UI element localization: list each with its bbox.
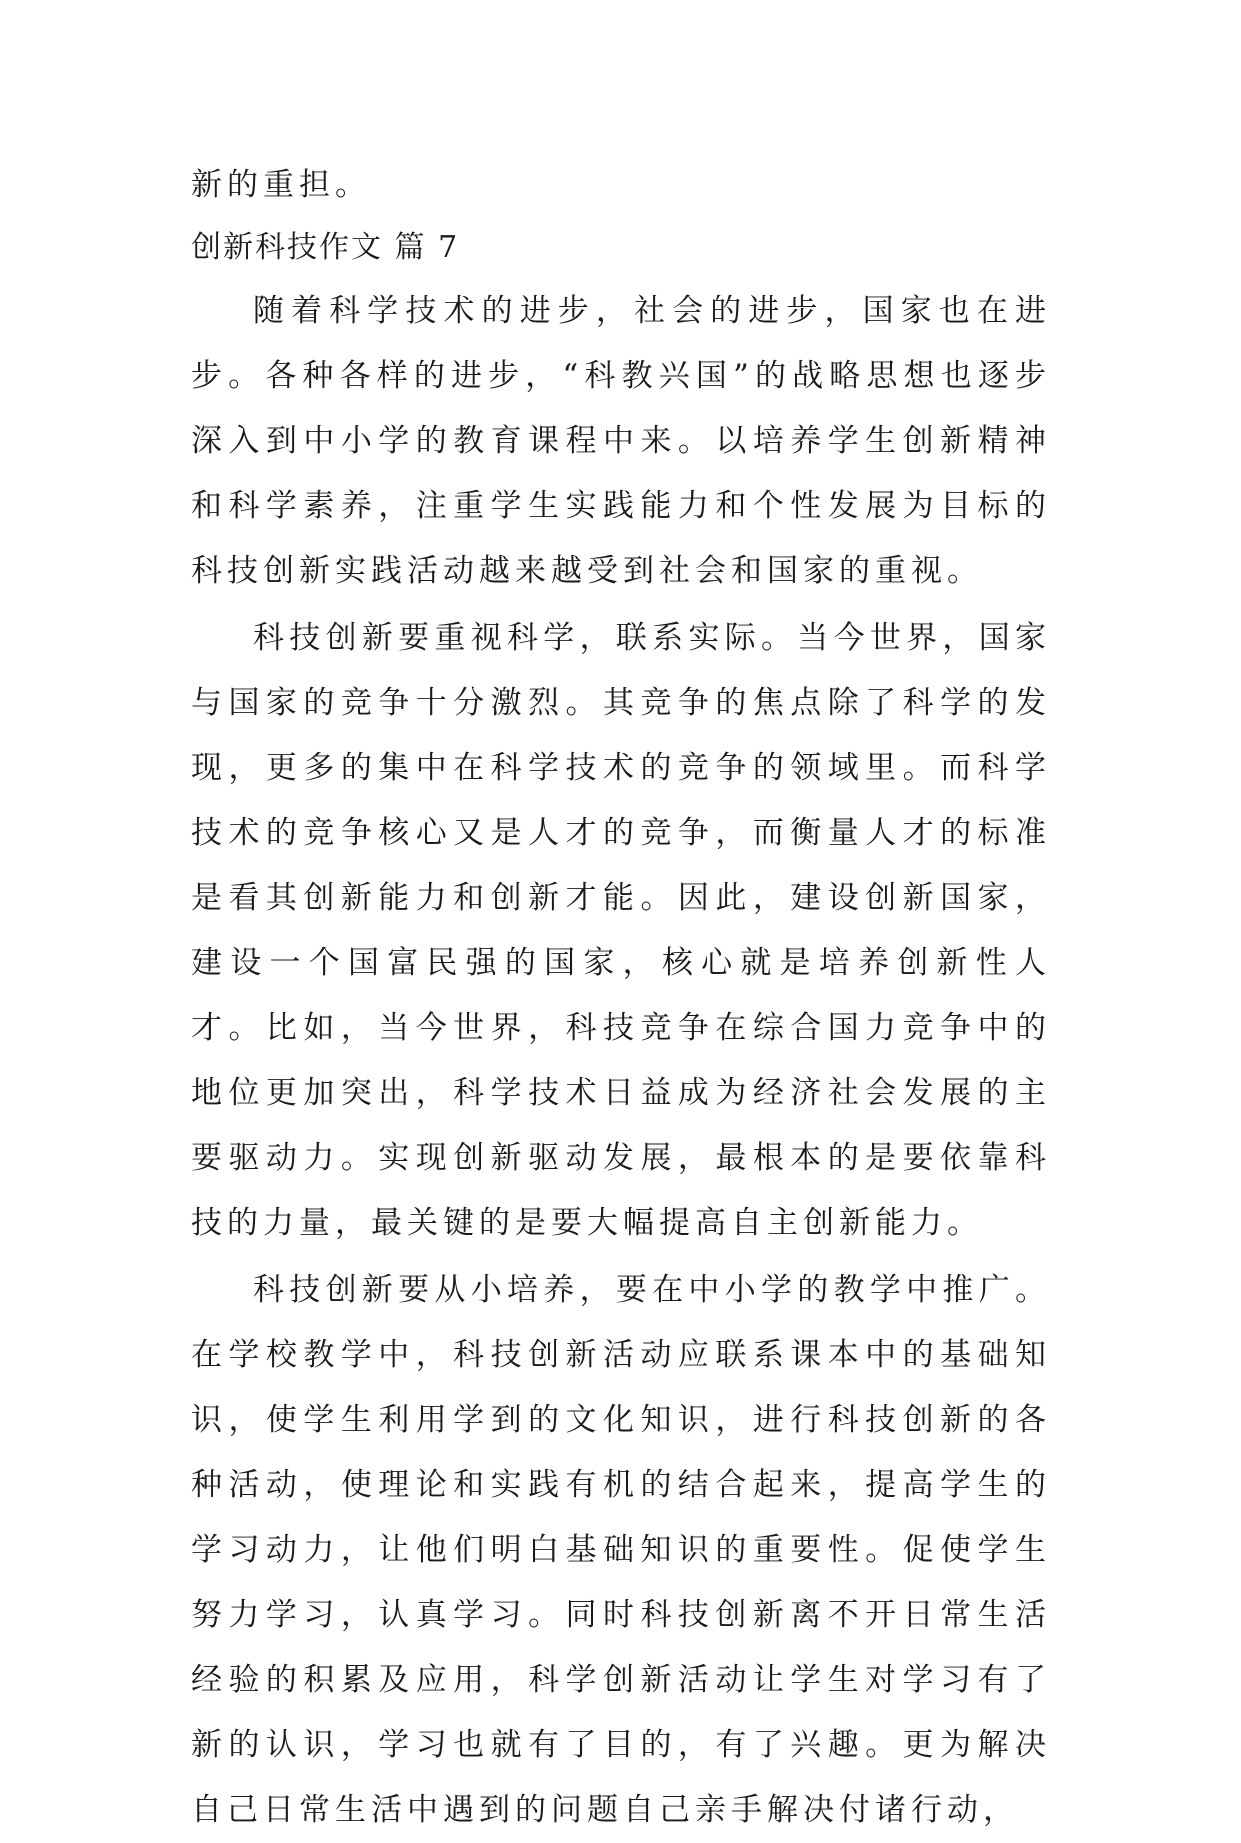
paragraph-3: 科技创新要从小培养，要在中小学的教学中推广。在学校教学中，科技创新活动应联系课本中的基础知识，使学生利用学到的文化知识，进行科技创新的各种活动，使理论和实践有机的结合起来，提高学生的学习动力，让他们明白基础知识的重要性。促使学生努力学习，认真学习。同时科技创新离不开日常生活经验的积累及应用，科学创新活动让学生对学习有了新的认识，学习也就有了目的，有了兴趣。更为解决自己日常生活中遇到的问题自己亲手解决付诸行动， bbox=[191, 1272, 1051, 1828]
continuation-line: 新的重担。 bbox=[191, 167, 371, 203]
paragraph-1: 随着科学技术的进步，社会的进步，国家也在进步。各种各样的进步，“科教兴国”的战略思想也逐步深入到中小学的教育课程中来。以培养学生创新精神和科学素养，注重学生实践能力和个性发展为目标的科技创新实践活动越来越受到社会和国家的重视。 bbox=[191, 293, 1051, 589]
section-heading: 创新科技作文 篇 7 bbox=[191, 230, 460, 265]
document-body bbox=[191, 156, 1051, 1843]
paragraph-2: 科技创新要重视科学，联系实际。当今世界，国家与国家的竞争十分激烈。其竞争的焦点除了科学的发现，更多的集中在科学技术的竞争的领域里。而科学技术的竞争核心又是人才的竞争，而衡量人才的标准是看其创新能力和创新才能。因此，建设创新国家，建设一个国富民强的国家，核心就是培养创新性人才。比如，当今世界，科技竞争在综合国力竞争中的地位更加突出，科学技术日益成为经济社会发展的主要驱动力。实现创新驱动发展，最根本的是要依靠科技的力量，最关键的是要大幅提高自主创新能力。 bbox=[191, 620, 1051, 1241]
